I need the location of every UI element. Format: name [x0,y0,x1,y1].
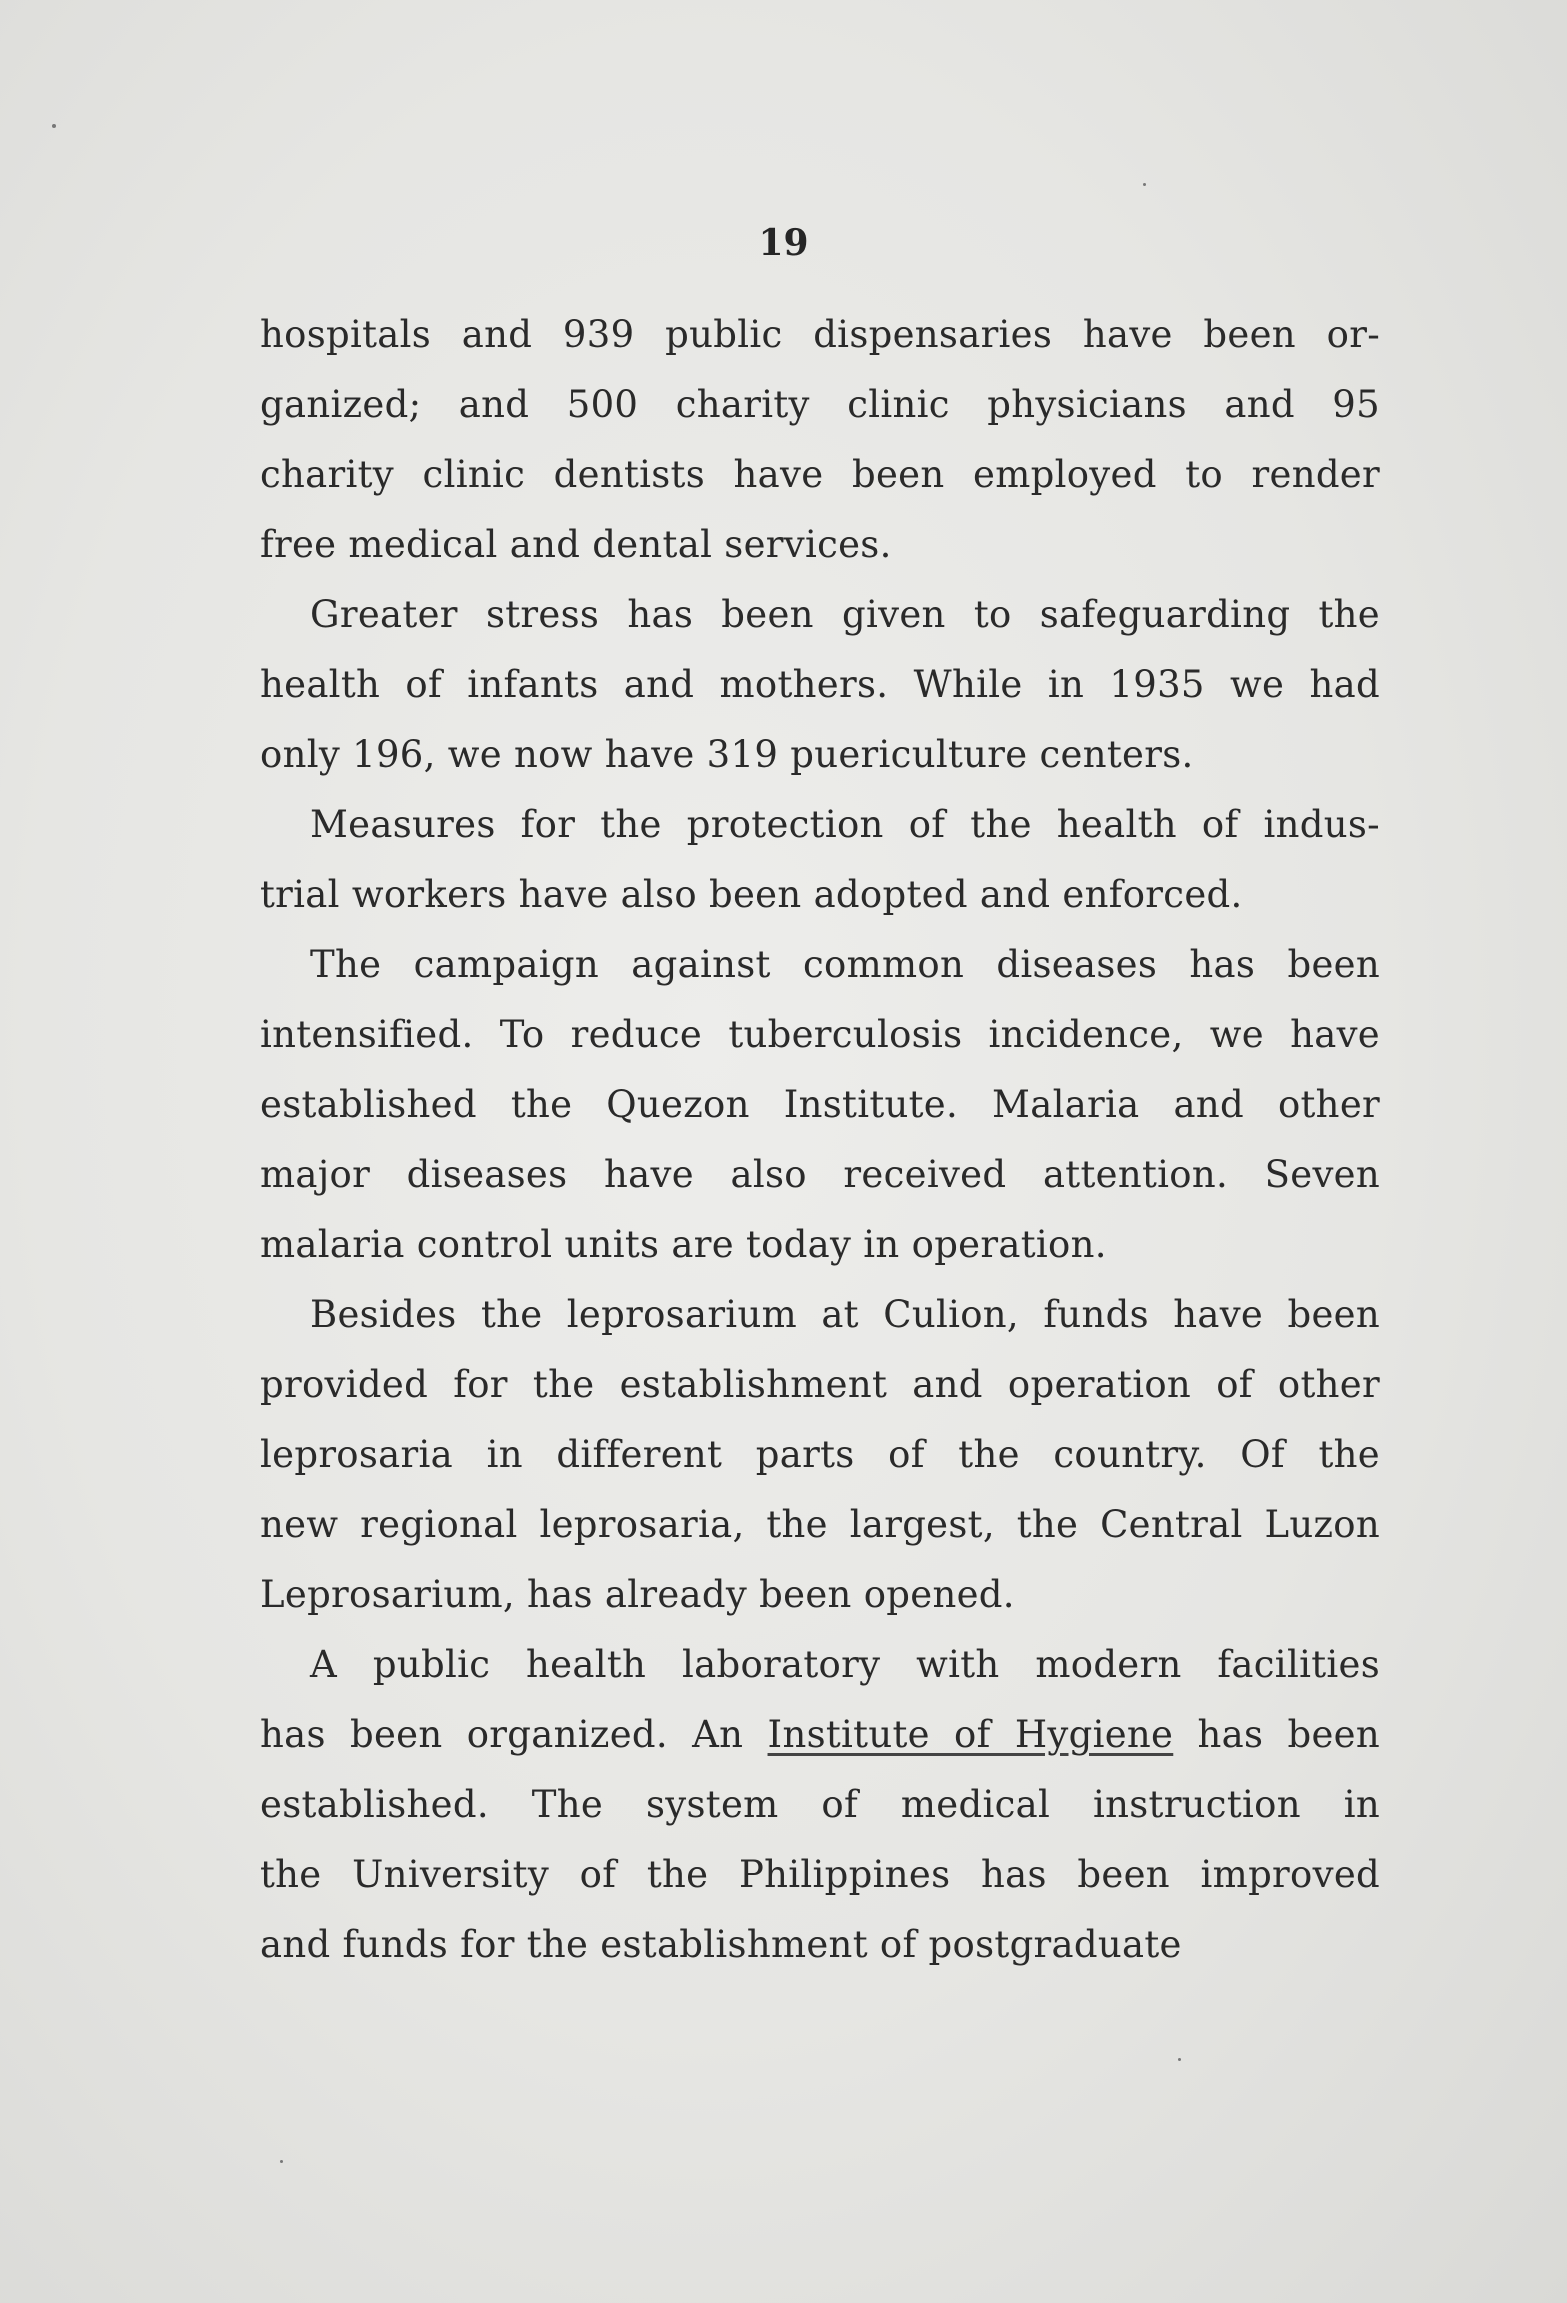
text-line: new regional leprosaria, the largest, the Central Luzon [260,1503,1380,1546]
paragraph [260,1630,1380,1980]
paper-speck [280,2160,283,2163]
text-line: and funds for the establishment of postgraduate [260,1923,1182,1966]
text-line: leprosaria in different parts of the country. Of the [260,1433,1380,1476]
text-line: established. The system of medical instruction in [260,1783,1380,1826]
underlined-phrase: Institute of Hygiene [767,1713,1174,1756]
text-line: trial workers have also been adopted and enforced. [260,873,1243,916]
text-line: Besides the leprosarium at Culion, funds have been [310,1293,1380,1336]
paragraph [260,790,1380,930]
text-line: provided for the establishment and operation of other [260,1363,1380,1406]
text-line: only 196, we now have 319 puericulture centers. [260,733,1194,776]
text-line: Leprosarium, has already been opened. [260,1573,1015,1616]
paragraph [260,930,1380,1280]
text-line: Greater stress has been given to safeguarding the [310,593,1380,636]
text-line: intensified. To reduce tuberculosis incidence, we have [260,1013,1380,1056]
text-line: free medical and dental services. [260,523,892,566]
text-run: has been [1173,1713,1380,1756]
text-line [260,1700,1380,1770]
text-run: has been organized. An [260,1713,768,1756]
text-line: charity clinic dentists have been employed to render [260,453,1380,496]
text-line: the University of the Philippines has been improved [260,1853,1380,1896]
paper-speck [52,124,56,128]
text-line: ganized; and 500 charity clinic physicians and 95 [260,383,1380,426]
text-line: health of infants and mothers. While in 1935 we had [260,663,1380,706]
body-text [260,300,1380,1980]
paragraph [260,1280,1380,1630]
text-line: established the Quezon Institute. Malaria and other [260,1083,1380,1126]
text-line: malaria control units are today in operation. [260,1223,1107,1266]
paragraph [260,580,1380,790]
text-line: Measures for the protection of the health of indus- [310,803,1380,846]
page-number: 19 [758,222,809,264]
text-line: major diseases have also received attention. Seven [260,1153,1380,1196]
paper-speck [1178,2058,1181,2061]
text-line: A public health laboratory with modern facilities [310,1643,1380,1686]
paper-speck [1143,183,1146,186]
text-line: hospitals and 939 public dispensaries have been or- [260,313,1380,356]
paragraph [260,300,1380,580]
text-line: The campaign against common diseases has been [310,943,1380,986]
